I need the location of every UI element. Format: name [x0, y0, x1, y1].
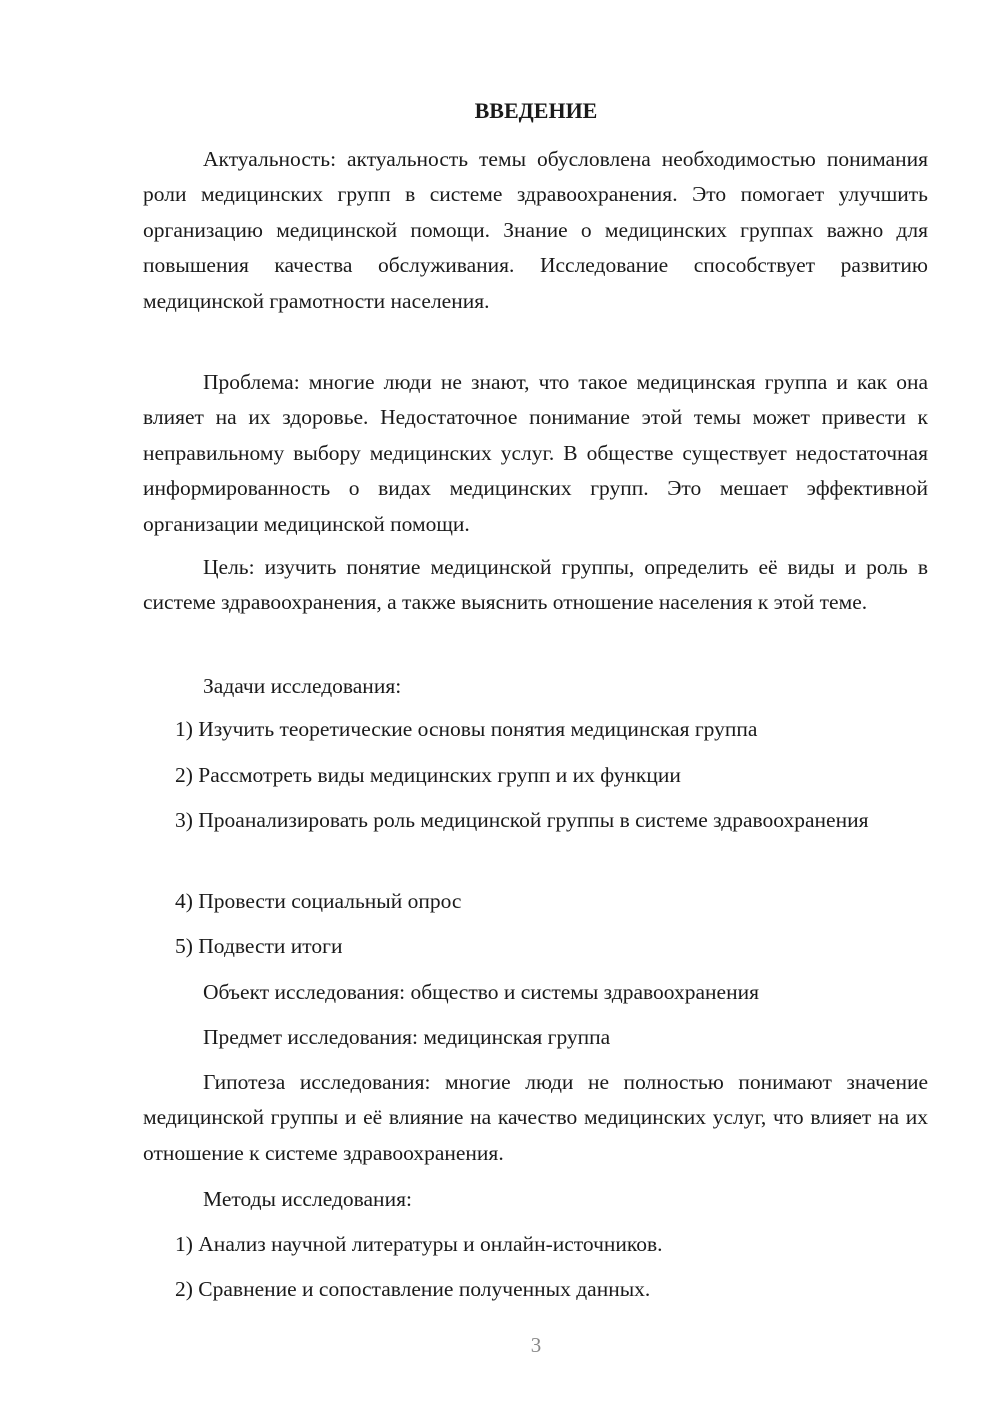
task-item-3: 3) Проанализировать роль медицинской группы в системе здравоохранения: [175, 808, 869, 832]
paragraph-problem: Проблема: многие люди не знают, что такое медицинская группа и как она влияет на их здоровье. Недостаточное понимание этой темы может привести к неправильному выбору медицинских услуг. В обществе существует недостаточная информированность о видах медицинских групп. Это мешает эффективной организации медицинской помощи.: [143, 370, 928, 536]
paragraph-hypothesis: Гипотеза исследования: многие люди не полностью понимают значение медицинской группы и её влияние на качество медицинских услуг, что влияет на их отношение к системе здравоохранения.: [143, 1070, 928, 1165]
method-item-1: 1) Анализ научной литературы и онлайн-источников.: [175, 1232, 663, 1256]
section-heading: ВВЕДЕНИЕ: [474, 98, 598, 123]
paragraph-object: Объект исследования: общество и системы здравоохранения: [203, 980, 759, 1004]
task-item-4: 4) Провести социальный опрос: [175, 889, 462, 913]
task-item-5: 5) Подвести итоги: [175, 934, 343, 958]
page-number: 3: [530, 1333, 542, 1357]
paragraph-relevance: Актуальность: актуальность темы обусловлена необходимостью понимания роли медицинских групп в системе здравоохранения. Это помогает улучшить организацию медицинской помощи. Знание о медицинских группах важно для повышения качества обслуживания. Исследование способствует развитию медицинской грамотности населения.: [143, 147, 928, 313]
paragraph-subject: Предмет исследования: медицинская группа: [203, 1025, 611, 1049]
method-item-2: 2) Сравнение и сопоставление полученных данных.: [175, 1277, 651, 1301]
task-item-1: 1) Изучить теоретические основы понятия медицинская группа: [175, 717, 758, 741]
task-item-2: 2) Рассмотреть виды медицинских групп и их функции: [175, 763, 681, 787]
methods-title: Методы исследования:: [203, 1187, 412, 1211]
tasks-title: Задачи исследования:: [203, 674, 402, 698]
paragraph-goal: Цель: изучить понятие медицинской группы, определить её виды и роль в системе здравоохранения, а также выяснить отношение населения к этой теме.: [143, 555, 928, 615]
